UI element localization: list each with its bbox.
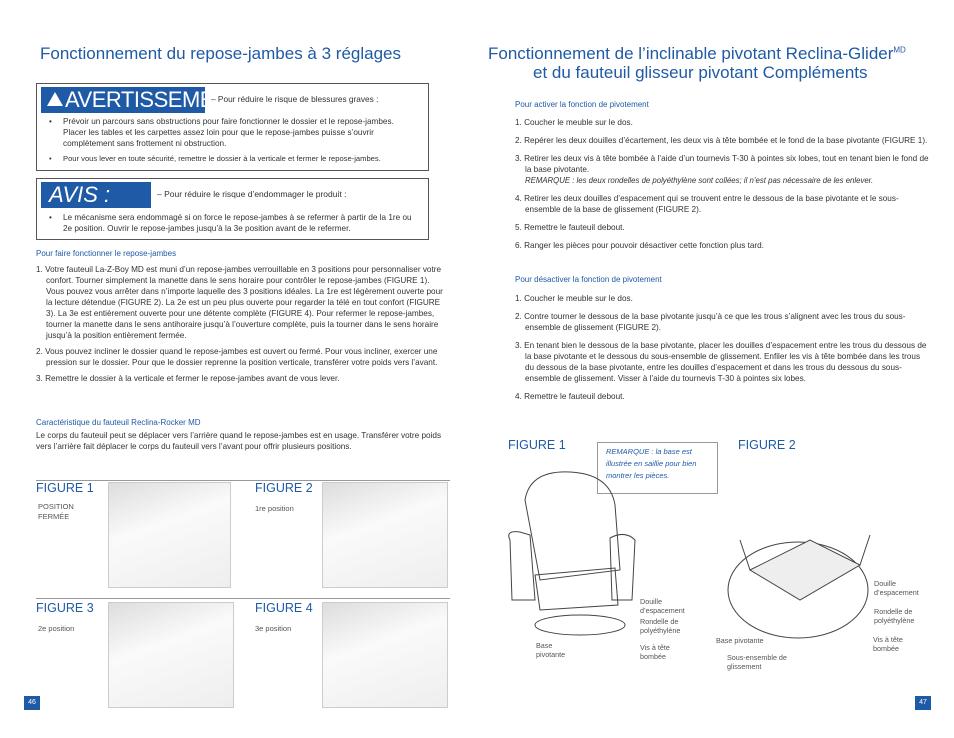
page-number: 47 [915, 696, 931, 710]
step: 4. Retirer les deux douilles d’espacement qui se trouvent entre le dessous de la base pivotante et le sous-ensemble de la base de glissement (FIGURE 2). [515, 194, 899, 214]
base-diagram [720, 520, 880, 640]
diagram-label: Vis à tête bombée [873, 635, 903, 653]
diagram-label: Rondelle de polyéthylène [874, 607, 915, 625]
recliner-photo [108, 602, 234, 708]
recliner-photo [322, 482, 448, 588]
section2-text: Le corps du fauteuil peut se déplacer vers l’arrière quand le repose-jambes est en usage. Transférer votre poids vers l’arrière fait déplacer le corps du fauteuil vers l’avant pour offrir plusieurs positions. [36, 431, 442, 451]
avis-item: • Le mécanisme sera endommagé si on force le repose-jambes à se refermer à partir de la 1re ou 2e position. Ouvrir le repose-jambes jusqu’à la 3e position avant de le refermer. [37, 212, 425, 234]
step: 3. En tenant bien le dessous de la base pivotante, placer les douilles d’espacement entre les trous du dessous de la base pivotante et le dessous du sous-ensemble de glissement. Enfiler les vis à tête bombée dans les trous du dessous de la base pivotante, entre les douilles d’espacement et dans les trous du dessous du sous-ensemble de glissement. Visser à l’aide du tournevis T-30 à pointes six lobes. [515, 341, 927, 383]
diagram-label: Base pivotante [716, 636, 764, 645]
section-title: Pour faire fonctionner le repose-jambes [36, 249, 177, 258]
step: 1. Votre fauteuil La-Z-Boy MD est muni d’un repose-jambes verrouillable en 3 positions pour personnaliser votre confort. Tourner simplement la manette dans le sens horaire pour contrôler le repose-jambes (FIGURE 1). Vous pouvez vous arrêter dans n’importe laquelle des 3 positions idéales. La 1re est légèrement ouverte pour la lecture détendue (FIGURE 2). La 2e est un peu plus ouverte pour regarder la télé en tout confort (FIGURE 3). La 3e est entièrement ouverte pour une détente complète (FIGURE 4). Pour refermer le repose-jambes, tourner la manette dans le sens antihoraire jusqu’à l’ouverture complète, puis la tourner dans le sens horaire jusqu’à la position entièrement fermée. [36, 265, 443, 340]
step: 3. Remettre le dossier à la verticale et fermer le repose-jambes avant de vous lever. [36, 374, 340, 383]
right-page-title [488, 44, 938, 64]
step: 4. Remettre le fauteuil debout. [515, 392, 625, 401]
diagram-label: Vis à tête bombée [640, 643, 670, 661]
diagram-label: Sous-ensemble de glissement [727, 653, 787, 671]
figure-caption: 1re position [255, 504, 294, 513]
section-title: Pour désactiver la fonction de pivotement [515, 275, 662, 284]
warning-label: AVERTISSEMENT [65, 87, 243, 112]
diagram-label: Douille d’espacement [874, 579, 919, 597]
figure-title: FIGURE 2 [255, 481, 313, 495]
warning-sub: – Pour réduire le risque de blessures graves : [211, 94, 379, 104]
steps-deactivate [515, 293, 930, 402]
recliner-photo [108, 482, 231, 588]
section-title: Pour activer la fonction de pivotement [515, 100, 649, 109]
title-sup: MD [893, 45, 906, 55]
step: 1. Coucher le meuble sur le dos. [515, 118, 633, 127]
avis-box [36, 178, 429, 240]
figure-title: FIGURE 3 [36, 601, 94, 615]
figure-caption: 2e position [38, 624, 75, 633]
step: 2. Contre tourner le dessous de la base pivotante jusqu’à ce que les trous s’alignent avec les trous du sous-ensemble de glissement (FIGURE 2). [515, 312, 906, 332]
title-line1: Fonctionnement de l’inclinable pivotant Reclina-Glider [488, 44, 894, 63]
avis-header: AVIS : [41, 182, 151, 208]
warning-box [36, 83, 429, 171]
page-number: 46 [24, 696, 40, 710]
diagram-label: Douille d’espacement [640, 597, 685, 615]
diagram-label: Rondelle de polyéthylène [640, 617, 681, 635]
recliner-photo [322, 602, 448, 708]
figure-caption: 3e position [255, 624, 292, 633]
section-title: Caractéristique du fauteuil Reclina-Rocker MD [36, 418, 201, 427]
divider [36, 598, 450, 599]
step: 3. Retirer les deux vis à tête bombée à l’aide d’un tournevis T-30 à pointes six lobes, tout en tenant bien le fond de la base pivotante. [515, 154, 929, 174]
note-box: REMARQUE : la base est illustrée en saillie pour bien montrer les pièces. [597, 442, 718, 494]
left-page-title: Fonctionnement du repose-jambes à 3 réglages [40, 44, 401, 63]
figure-title: FIGURE 2 [738, 438, 796, 452]
left-steps [36, 264, 446, 384]
warning-item: • Prévoir un parcours sans obstructions pour faire fonctionner le dossier et le repose-jambes. Placer les tables et les carpettes assez loin pour que le repose-jambes puisse s’ouvrir complètement sans frottement ni obstruction. [37, 116, 427, 149]
step: 5. Remettre le fauteuil debout. [515, 223, 625, 232]
figure-title: FIGURE 1 [36, 481, 94, 495]
warning-item: • Pour vous lever en toute sécurité, remettre le dossier à la verticale et fermer le repose-jambes. [37, 153, 427, 164]
figure-title: FIGURE 1 [508, 438, 566, 452]
divider [36, 480, 450, 481]
figure-title: FIGURE 4 [255, 601, 313, 615]
warning-triangle-icon [47, 92, 63, 106]
diagram-label: Base pivotante [536, 641, 566, 659]
chair-diagram [500, 460, 640, 640]
remark: REMARQUE : les deux rondelles de polyéthylène sont collées; il n’est pas nécessaire de les enlever. [525, 176, 874, 185]
step: 2. Repérer les deux douilles d’écartement, les deux vis à tête bombée et le fond de la base pivotante (FIGURE 1). [515, 136, 928, 145]
step: 6. Ranger les pièces pour pouvoir désactiver cette fonction plus tard. [515, 241, 764, 250]
avis-sub: – Pour réduire le risque d’endommager le produit : [157, 189, 347, 199]
figure-caption: POSITION FERMÉE [38, 502, 74, 521]
step: 1. Coucher le meuble sur le dos. [515, 294, 633, 303]
right-page-title-2: et du fauteuil glisseur pivotant Compléments [533, 63, 868, 82]
steps-activate [515, 117, 930, 251]
warning-header [41, 87, 243, 113]
step: 2. Vous pouvez incliner le dossier quand le repose-jambes est ouvert ou fermé. Pour vous incliner, exercer une pression sur le dossier. Pour que le dossier reprenne la position verticale, transférer votre poids vers l’avant. [36, 347, 438, 367]
